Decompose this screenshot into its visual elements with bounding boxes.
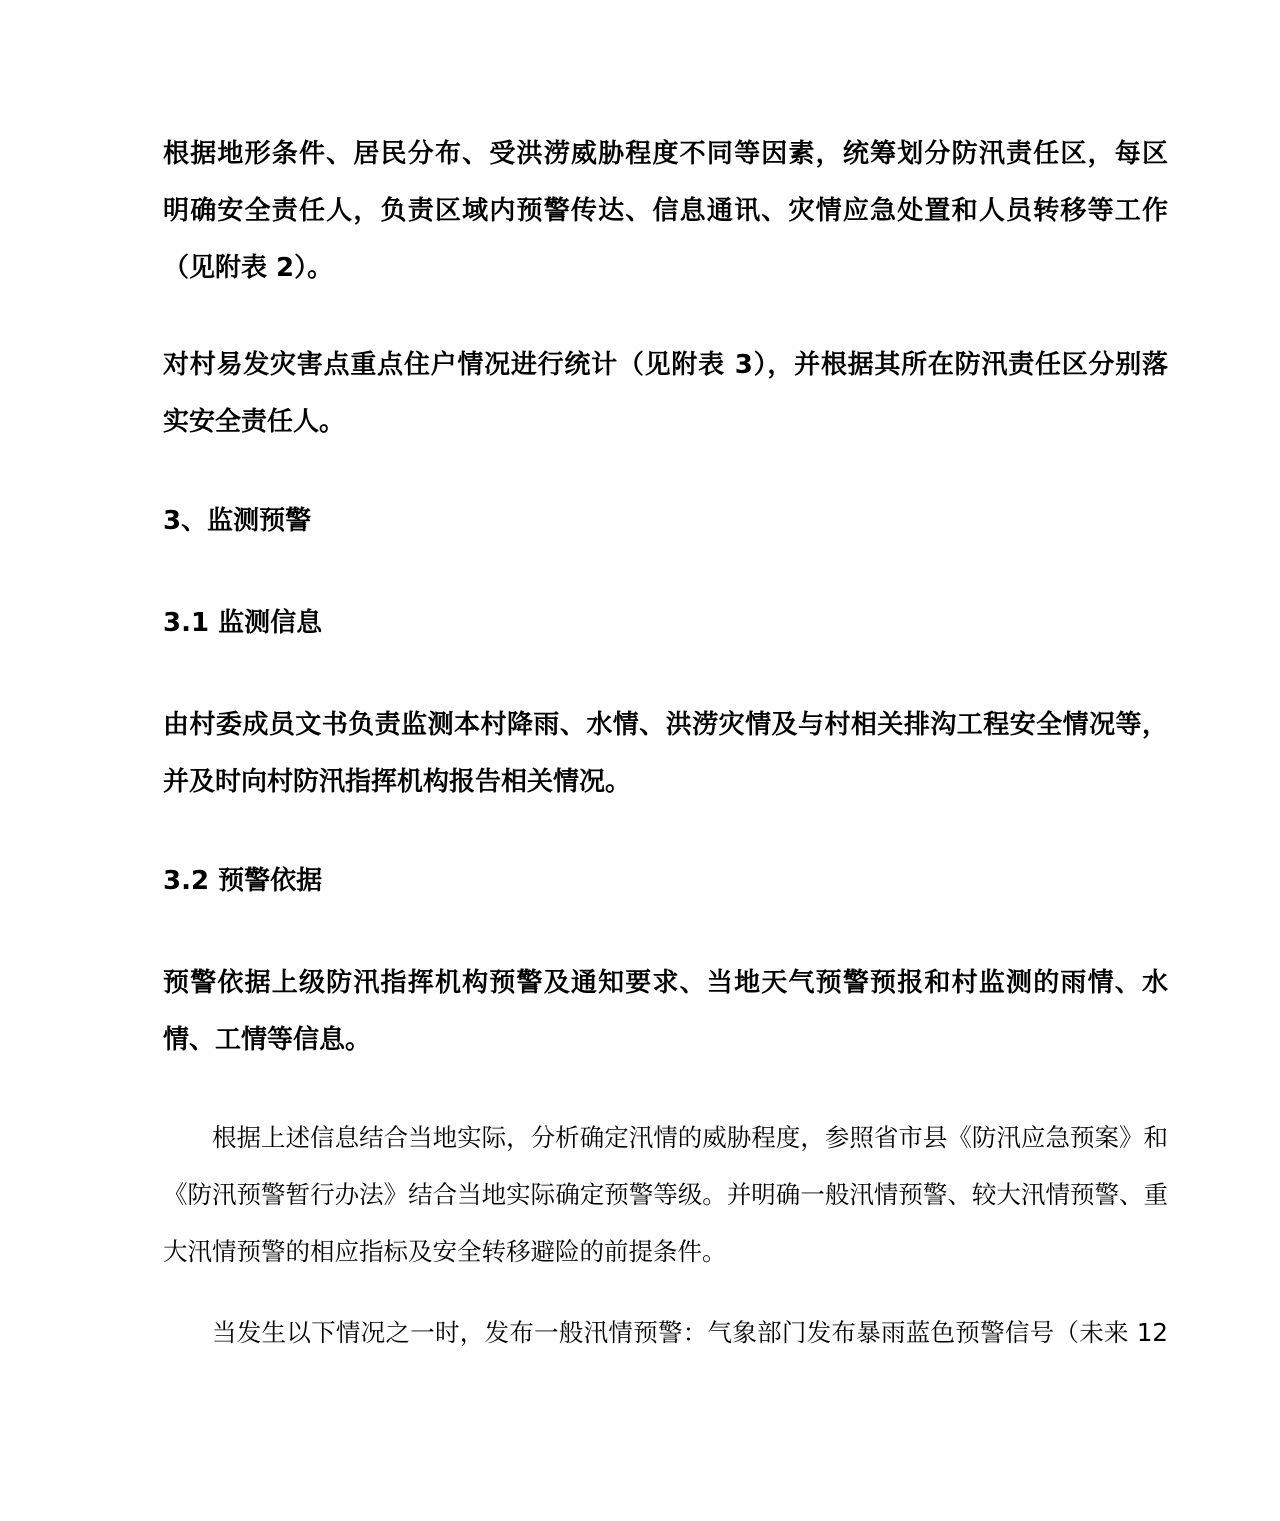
- text-line: 对村易发灾害点重点住户情况进行统计（见附表 3），并根据其所在防汛责任区分别落: [163, 350, 1168, 380]
- text-line: 根据地形条件、居民分布、受洪涝威胁程度不同等因素，统筹划分防汛责任区，每区: [163, 139, 1168, 169]
- text-line: 当发生以下情况之一时，发布一般汛情预警：气象部门发布暴雨蓝色预警信号（未来 12: [212, 1318, 1168, 1347]
- text-line: 情、工情等信息。: [163, 1025, 372, 1055]
- section-heading-monitoring-info: 3.1 监测信息: [163, 608, 323, 638]
- text-line: 由村委成员文书负责监测本村降雨、水情、洪涝灾情及与村相关排沟工程安全情况等，: [163, 710, 1168, 740]
- text-line: 大汛情预警的相应指标及安全转移避险的前提条件。: [163, 1237, 727, 1266]
- text-line: 明确安全责任人，负责区域内预警传达、信息通讯、灾情应急处置和人员转移等工作: [163, 196, 1168, 226]
- text-line: 实安全责任人。: [163, 407, 346, 437]
- text-line: 根据上述信息结合当地实际，分析确定汛情的威胁程度，参照省市县《防汛应急预案》和: [212, 1123, 1168, 1152]
- section-heading-monitoring-warning: 3、监测预警: [163, 506, 312, 536]
- section-heading-warning-basis: 3.2 预警依据: [163, 866, 323, 896]
- paragraph-key-households: [163, 337, 1168, 451]
- paragraph-monitoring: [163, 697, 1168, 811]
- paragraph-responsibility-zones: [163, 126, 1168, 297]
- paragraph-warning-level: [163, 1109, 1168, 1280]
- text-line: 预警依据上级防汛指挥机构预警及通知要求、当地天气预警预报和村监测的雨情、水: [163, 968, 1168, 998]
- text-line: （见附表 2）。: [163, 253, 334, 283]
- text-line: 《防汛预警暂行办法》结合当地实际确定预警等级。并明确一般汛情预警、较大汛情预警、重: [163, 1180, 1168, 1209]
- paragraph-general-warning: [163, 1304, 1168, 1361]
- paragraph-warning-basis: [163, 955, 1168, 1069]
- text-line: 并及时向村防汛指挥机构报告相关情况。: [163, 767, 632, 797]
